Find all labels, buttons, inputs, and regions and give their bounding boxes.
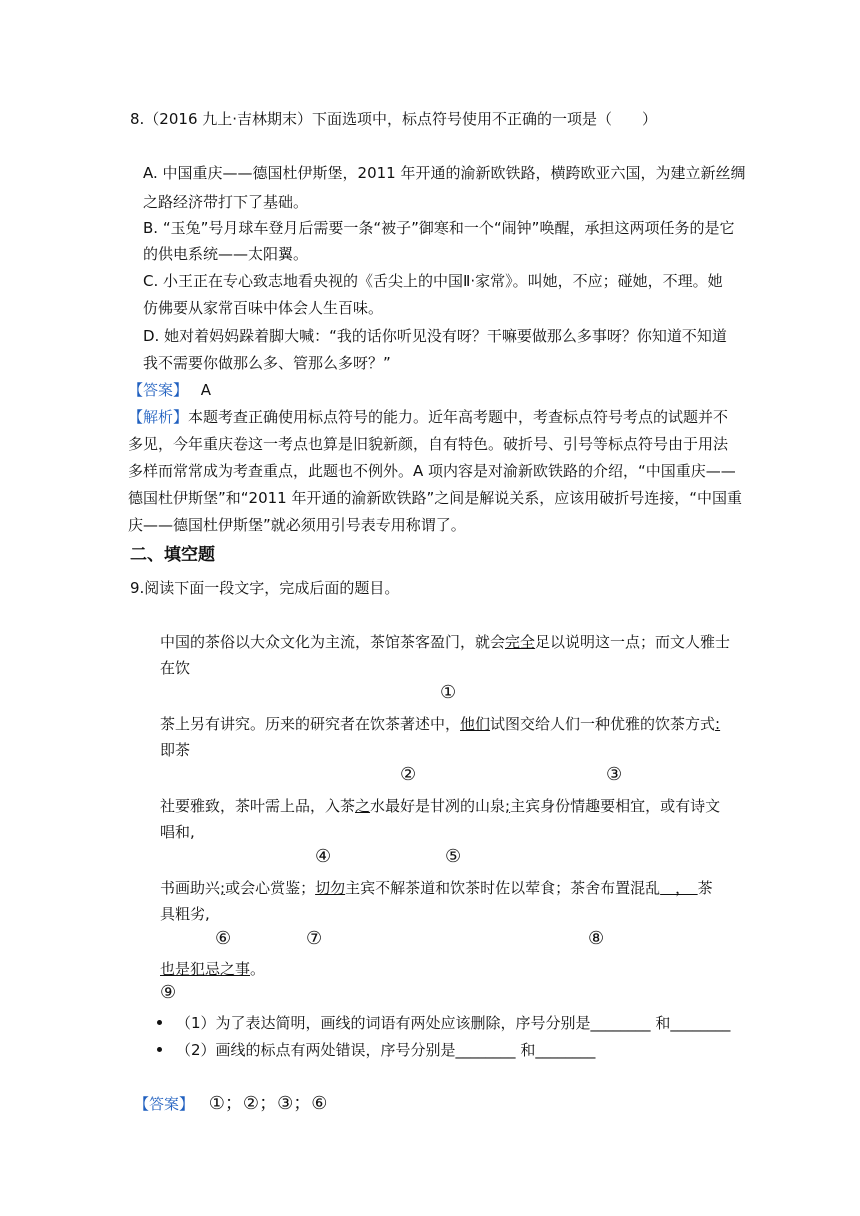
underlined-punct-3: : xyxy=(715,715,721,733)
option-c-line2: 仿佛要从家常百味中体会人生百味。 xyxy=(143,299,384,317)
option-d-line1: D. 她对着妈妈跺着脚大喊：“我的话你听见没有呀？干嘛要做那么多事呀？你知道不知道 xyxy=(143,327,727,345)
analysis-line-1 xyxy=(128,406,728,427)
bullet-2 xyxy=(157,1047,162,1052)
option-b-line1: B. “玉兔”号月球车登月后需要一条“被子”御寒和一个“闹钟”唤醒，承担这两项任务的是它 xyxy=(143,219,735,237)
passage-line-3: 社要雅致，茶叶需上品，入茶之水最好是甘冽的山泉;主宾身份情趣要相宜，或有诗文 xyxy=(160,797,721,815)
subquestion-1: （1）为了表达简明，画线的词语有两处应该删除，序号分别是________ 和________ xyxy=(176,1014,731,1032)
marker-4: ④ xyxy=(315,846,332,867)
passage-line-4: 书画助兴;或会心赏鉴；切勿主宾不解茶道和饮茶时佐以荤食；茶舍布置混乱 ， 茶 xyxy=(160,879,713,897)
option-a-line2: 之路经济带打下了基础。 xyxy=(143,193,309,211)
answer-row-q9 xyxy=(134,1089,327,1115)
underlined-word-7: 切勿 xyxy=(315,879,346,897)
answer-label: 【答案】 xyxy=(134,1095,195,1113)
underlined-word-4: 之 xyxy=(355,797,371,815)
option-c-line1: C. 小王正在专心致志地看央视的《舌尖上的中国Ⅱ·家常》。叫她，不应；碰她，不理。她 xyxy=(143,272,723,290)
underlined-word-2: 他们 xyxy=(460,715,491,733)
marker-5: ⑤ xyxy=(445,846,462,867)
passage-line-3-wrap: 唱和, xyxy=(160,823,195,841)
passage-line-4-wrap: 具粗劣, xyxy=(160,905,210,923)
subquestion-2: （2）画线的标点有两处错误，序号分别是________ 和________ xyxy=(176,1041,596,1059)
question-9-stem: 9.阅读下面一段文字，完成后面的题目。 xyxy=(130,579,400,597)
marker-3: ③ xyxy=(606,764,623,785)
passage-line-2: 茶上另有讲究。历来的研究者在饮茶著述中，他们试图交给人们一种优雅的饮茶方式: xyxy=(160,715,721,733)
answer-label: 【答案】 xyxy=(128,381,189,399)
option-d-line2: 我不需要你做那么多、管那么多呀？” xyxy=(143,354,391,372)
analysis-label: 【解析】 xyxy=(128,408,189,426)
marker-2: ② xyxy=(400,764,417,785)
section-title: 二、填空题 xyxy=(130,545,215,565)
analysis-line-4: 德国杜伊斯堡”和“2011 年开通的渝新欧铁路”之间是解说关系，应该用破折号连接，“中国重 xyxy=(128,489,743,507)
option-b-line2: 的供电系统——太阳翼。 xyxy=(143,245,309,263)
underlined-punct-5: ; xyxy=(505,797,511,815)
marker-7: ⑦ xyxy=(306,928,323,949)
marker-1: ① xyxy=(440,682,457,703)
passage-line-5: 也是犯忌之事。 xyxy=(160,960,266,978)
underlined-word-9: 也是犯忌之事 xyxy=(160,960,251,978)
answer-row-q8 xyxy=(128,379,211,400)
answer-value: ①；②；③；⑥ xyxy=(208,1093,328,1114)
marker-8: ⑧ xyxy=(588,928,605,949)
analysis-text: 本题考查正确使用标点符号的能力。近年高考题中，考查标点符号考点的试题并不 xyxy=(188,408,729,426)
marker-6: ⑥ xyxy=(215,928,232,949)
passage-line-1: 中国的茶俗以大众文化为主流，茶馆茶客盈门，就会完全足以说明这一点；而文人雅士 xyxy=(160,633,731,651)
underlined-word-1: 完全 xyxy=(505,633,536,651)
underlined-punct-8: ， xyxy=(660,879,698,897)
question-8-stem: 8.（2016 九上·吉林期末）下面选项中，标点符号使用不正确的一项是（ ） xyxy=(130,110,658,128)
bullet-1 xyxy=(157,1020,162,1025)
analysis-line-2: 多见，今年重庆卷这一考点也算是旧貌新颜，自有特色。破折号、引号等标点符号由于用法 xyxy=(128,435,729,453)
marker-9: ⑨ xyxy=(160,982,177,1003)
underlined-punct-6: ; xyxy=(220,879,226,897)
answer-value: A xyxy=(200,381,212,399)
option-a-line1: A. 中国重庆——德国杜伊斯堡，2011 年开通的渝新欧铁路，横跨欧亚六国，为建立新丝绸 xyxy=(143,164,746,182)
analysis-line-5: 庆——德国杜伊斯堡”就必须用引号表专用称谓了。 xyxy=(128,516,466,534)
passage-line-1-wrap: 在饮 xyxy=(160,659,191,677)
analysis-line-3: 多样而常常成为考查重点，此题也不例外。A 项内容是对渝新欧铁路的介绍，“中国重庆—— xyxy=(128,462,736,480)
passage-line-2-wrap: 即茶 xyxy=(160,741,191,759)
